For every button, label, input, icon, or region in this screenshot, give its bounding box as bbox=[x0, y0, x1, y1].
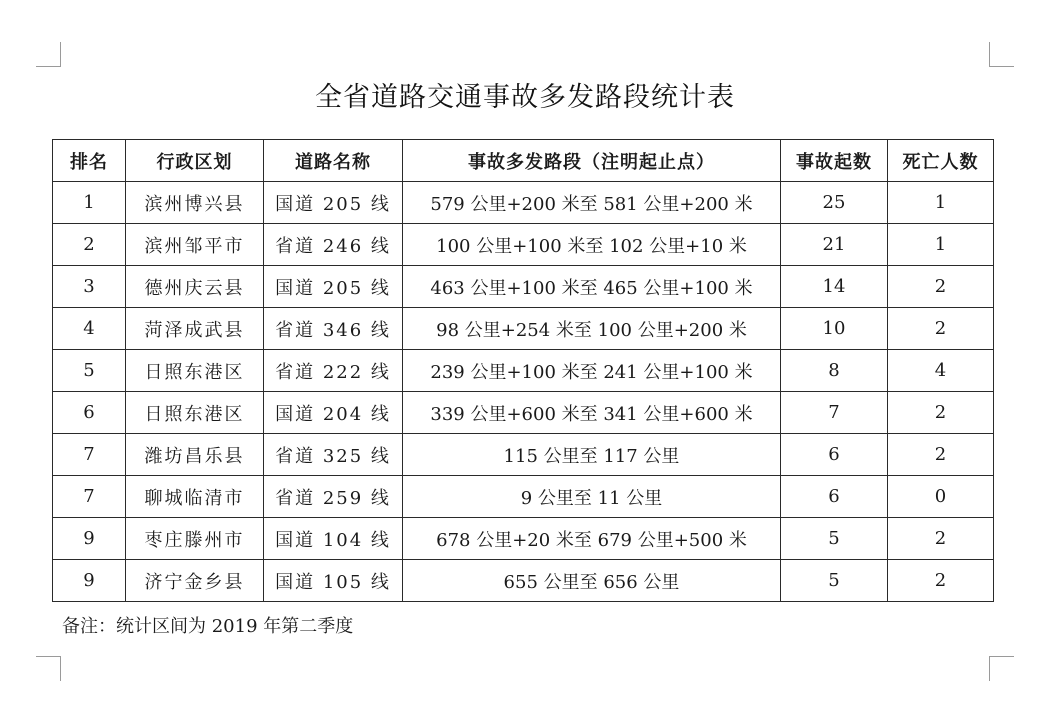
header-section: 事故多发路段（注明起止点） bbox=[403, 140, 781, 182]
footnote: 备注：统计区间为 2019 年第二季度 bbox=[62, 616, 354, 637]
cell-accident-count: 10 bbox=[781, 308, 888, 350]
cell-death-count: 2 bbox=[888, 434, 994, 476]
table-row bbox=[53, 224, 994, 266]
cell-district: 潍坊昌乐县 bbox=[126, 434, 264, 476]
header-rank: 排名 bbox=[53, 140, 126, 182]
cell-rank: 4 bbox=[53, 308, 126, 350]
cell-death-count: 0 bbox=[888, 476, 994, 518]
cell-section: 463 公里+100 米至 465 公里+100 米 bbox=[403, 266, 781, 308]
table-row bbox=[53, 182, 994, 224]
page-corner-mark-top-left bbox=[36, 42, 61, 67]
cell-district: 日照东港区 bbox=[126, 392, 264, 434]
table-row bbox=[53, 518, 994, 560]
cell-road-name: 省道 346 线 bbox=[264, 308, 403, 350]
cell-accident-count: 6 bbox=[781, 476, 888, 518]
header-accident-count: 事故起数 bbox=[781, 140, 888, 182]
cell-road-name: 省道 246 线 bbox=[264, 224, 403, 266]
cell-road-name: 省道 325 线 bbox=[264, 434, 403, 476]
page-corner-mark-bottom-left bbox=[36, 656, 61, 681]
cell-rank: 7 bbox=[53, 476, 126, 518]
table-row bbox=[53, 266, 994, 308]
cell-road-name: 省道 222 线 bbox=[264, 350, 403, 392]
cell-death-count: 4 bbox=[888, 350, 994, 392]
document-title: 全省道路交通事故多发路段统计表 bbox=[315, 82, 735, 113]
header-road-name: 道路名称 bbox=[264, 140, 403, 182]
cell-section: 98 公里+254 米至 100 公里+200 米 bbox=[403, 308, 781, 350]
cell-death-count: 2 bbox=[888, 266, 994, 308]
cell-section: 655 公里至 656 公里 bbox=[403, 560, 781, 602]
cell-rank: 1 bbox=[53, 182, 126, 224]
accident-statistics-table bbox=[52, 139, 994, 602]
cell-death-count: 2 bbox=[888, 518, 994, 560]
header-death-count: 死亡人数 bbox=[888, 140, 994, 182]
table-header-row bbox=[53, 140, 994, 182]
header-district: 行政区划 bbox=[126, 140, 264, 182]
cell-section: 100 公里+100 米至 102 公里+10 米 bbox=[403, 224, 781, 266]
cell-road-name: 国道 204 线 bbox=[264, 392, 403, 434]
cell-section: 115 公里至 117 公里 bbox=[403, 434, 781, 476]
cell-section: 678 公里+20 米至 679 公里+500 米 bbox=[403, 518, 781, 560]
cell-district: 滨州邹平市 bbox=[126, 224, 264, 266]
table-row bbox=[53, 560, 994, 602]
cell-rank: 6 bbox=[53, 392, 126, 434]
cell-accident-count: 5 bbox=[781, 518, 888, 560]
cell-rank: 9 bbox=[53, 518, 126, 560]
cell-road-name: 国道 205 线 bbox=[264, 182, 403, 224]
table-row bbox=[53, 476, 994, 518]
cell-road-name: 国道 105 线 bbox=[264, 560, 403, 602]
cell-accident-count: 14 bbox=[781, 266, 888, 308]
cell-accident-count: 25 bbox=[781, 182, 888, 224]
cell-accident-count: 5 bbox=[781, 560, 888, 602]
cell-accident-count: 8 bbox=[781, 350, 888, 392]
table-row bbox=[53, 434, 994, 476]
cell-road-name: 国道 104 线 bbox=[264, 518, 403, 560]
cell-rank: 7 bbox=[53, 434, 126, 476]
cell-district: 聊城临清市 bbox=[126, 476, 264, 518]
cell-district: 枣庄滕州市 bbox=[126, 518, 264, 560]
cell-section: 339 公里+600 米至 341 公里+600 米 bbox=[403, 392, 781, 434]
table-row bbox=[53, 350, 994, 392]
cell-section: 9 公里至 11 公里 bbox=[403, 476, 781, 518]
cell-district: 德州庆云县 bbox=[126, 266, 264, 308]
cell-district: 济宁金乡县 bbox=[126, 560, 264, 602]
table-row bbox=[53, 308, 994, 350]
cell-accident-count: 21 bbox=[781, 224, 888, 266]
cell-section: 239 公里+100 米至 241 公里+100 米 bbox=[403, 350, 781, 392]
cell-accident-count: 7 bbox=[781, 392, 888, 434]
cell-accident-count: 6 bbox=[781, 434, 888, 476]
cell-death-count: 2 bbox=[888, 560, 994, 602]
cell-district: 滨州博兴县 bbox=[126, 182, 264, 224]
cell-death-count: 2 bbox=[888, 392, 994, 434]
cell-rank: 5 bbox=[53, 350, 126, 392]
cell-rank: 9 bbox=[53, 560, 126, 602]
cell-road-name: 省道 259 线 bbox=[264, 476, 403, 518]
cell-district: 日照东港区 bbox=[126, 350, 264, 392]
cell-district: 菏泽成武县 bbox=[126, 308, 264, 350]
page-corner-mark-bottom-right bbox=[989, 656, 1014, 681]
cell-rank: 3 bbox=[53, 266, 126, 308]
cell-death-count: 1 bbox=[888, 182, 994, 224]
page-corner-mark-top-right bbox=[989, 42, 1014, 67]
table-row bbox=[53, 392, 994, 434]
cell-death-count: 2 bbox=[888, 308, 994, 350]
cell-rank: 2 bbox=[53, 224, 126, 266]
cell-death-count: 1 bbox=[888, 224, 994, 266]
cell-section: 579 公里+200 米至 581 公里+200 米 bbox=[403, 182, 781, 224]
cell-road-name: 国道 205 线 bbox=[264, 266, 403, 308]
